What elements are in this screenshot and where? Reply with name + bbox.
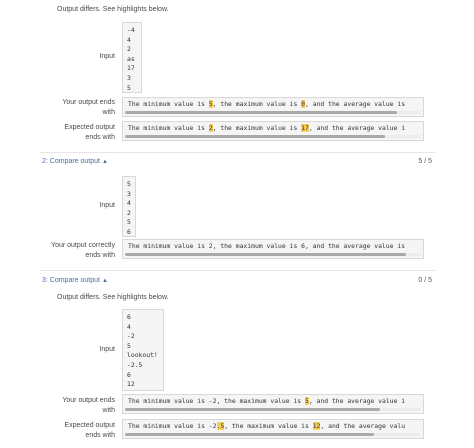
diff-highlight: 17 [301, 124, 309, 132]
your-output-box[interactable] [122, 239, 424, 259]
horizontal-scrollbar[interactable] [125, 135, 421, 138]
chevron-up-icon: ▲ [101, 159, 108, 165]
input-label: Input [99, 202, 115, 209]
your-output-text: The minimum value is -2, the maximum value is 5, and the average value i [128, 397, 406, 405]
your-output-label: Your output correctly ends with [51, 242, 115, 259]
input-line: 12 [127, 380, 135, 389]
your-output-text: The minimum value is 5, the maximum value is 0, and the average value is [128, 100, 406, 108]
your-output-box[interactable] [122, 394, 424, 414]
your-output-label: Your output ends with [62, 397, 115, 414]
horizontal-scrollbar[interactable] [125, 111, 421, 114]
input-label: Input [99, 53, 115, 60]
scrollbar-thumb[interactable] [125, 253, 406, 256]
expected-output-label: Expected output ends with [64, 422, 115, 439]
diff-highlight: 5 [305, 397, 309, 405]
input-label: Input [99, 346, 115, 353]
input-line: -4 [127, 26, 135, 34]
compare-output-header-3[interactable]: 3: Compare output ▲ [42, 277, 108, 284]
score-badge: 5 / 5 [418, 158, 432, 165]
scrollbar-thumb[interactable] [125, 433, 374, 436]
horizontal-scrollbar[interactable] [125, 433, 421, 436]
expected-output-text: The minimum value is 2, the maximum value is 17, and the average value i [128, 124, 406, 132]
score-badge: 0 / 5 [418, 277, 432, 284]
section-divider [40, 270, 436, 271]
input-line: 2 [127, 208, 131, 217]
input-line: 4 [127, 35, 131, 44]
input-line: 4 [127, 322, 131, 331]
your-output-box[interactable] [122, 97, 424, 117]
your-output-text: The minimum value is 2, the maximum value is 6, and the average value is [128, 242, 406, 250]
input-line: 5 [127, 218, 131, 227]
input-line: 5 [127, 83, 131, 92]
input-line: 3 [127, 189, 131, 198]
input-line: 5 [127, 341, 131, 350]
input-line: -2.5 [127, 360, 143, 369]
input-box [122, 22, 142, 93]
input-line: 6 [127, 227, 131, 236]
input-line: 17 [127, 64, 135, 73]
diff-highlight: 2 [208, 124, 213, 132]
horizontal-scrollbar[interactable] [125, 253, 421, 256]
output-differs-message: Output differs. See highlights below. [57, 6, 169, 13]
diff-highlight: 5 [208, 100, 213, 108]
input-line: -2 [127, 332, 135, 341]
horizontal-scrollbar[interactable] [125, 408, 421, 411]
diff-highlight: 0 [301, 100, 306, 108]
input-line: 2 [127, 45, 131, 54]
expected-output-label: Expected output ends with [64, 124, 115, 141]
output-differs-message: Output differs. See highlights below. [57, 294, 169, 301]
expected-output-box[interactable] [122, 419, 424, 439]
expected-output-text: The minimum value is -2.5, the maximum value is 12, and the average valu [128, 422, 406, 430]
compare-output-header-2[interactable]: 2: Compare output ▲ [42, 158, 108, 165]
input-line: 4 [127, 199, 131, 208]
chevron-up-icon: ▲ [101, 278, 108, 284]
diff-highlight: .5 [216, 422, 225, 430]
input-box [122, 176, 136, 237]
scrollbar-thumb[interactable] [125, 111, 397, 114]
input-line: lookout! [127, 351, 158, 360]
expected-output-box[interactable] [122, 121, 424, 141]
input-line: 6 [127, 313, 131, 321]
section-divider [40, 152, 436, 153]
input-line: 3 [127, 73, 131, 82]
scrollbar-thumb[interactable] [125, 135, 385, 138]
input-line: as [127, 54, 135, 63]
your-output-label: Your output ends with [62, 99, 115, 116]
input-box [122, 309, 164, 391]
scrollbar-thumb[interactable] [125, 408, 380, 411]
diff-highlight: 12 [312, 422, 321, 430]
input-line: 5 [127, 180, 131, 188]
input-line: 6 [127, 370, 131, 379]
